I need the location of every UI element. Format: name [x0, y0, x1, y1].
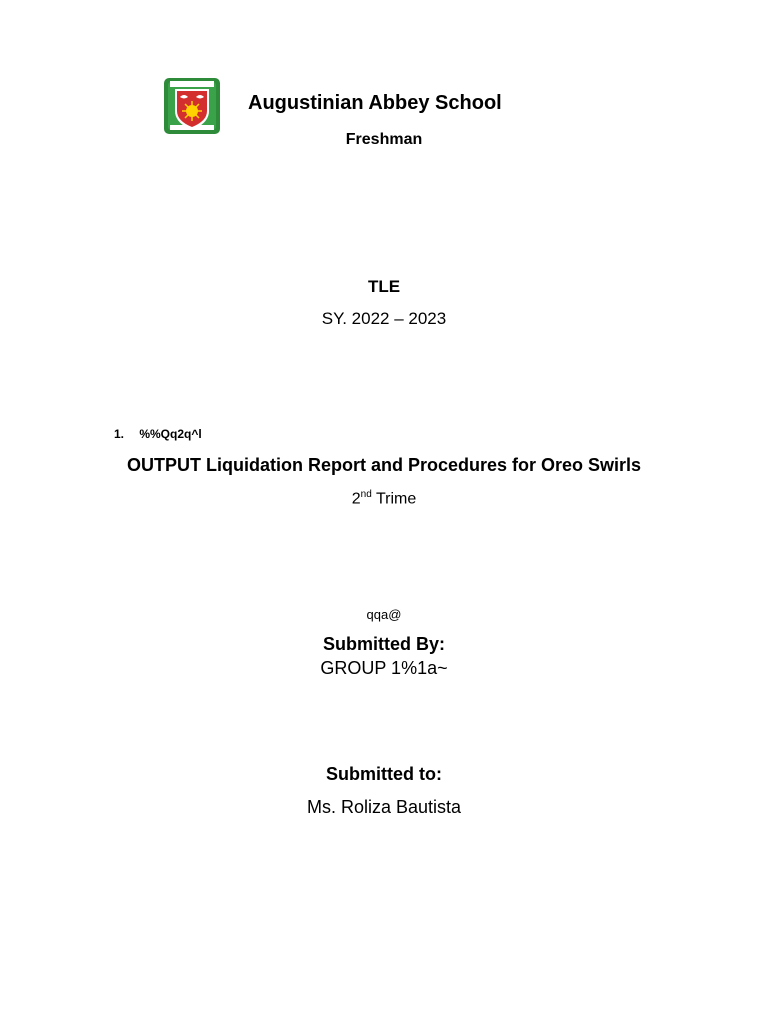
- grade-level: Freshman: [345, 131, 423, 148]
- list-item: [114, 427, 202, 441]
- submitted-by-value: GROUP 1%1a~: [320, 658, 448, 678]
- term-number: 2: [351, 490, 361, 508]
- school-seal-icon: [163, 77, 221, 135]
- code-text: qqa@: [366, 607, 402, 622]
- list-item-number: 1.: [114, 427, 125, 441]
- list-item-text: %%Qq2q^l: [139, 427, 202, 441]
- submitted-to-value: Ms. Roliza Bautista: [306, 797, 462, 817]
- subject-title: TLE: [367, 277, 401, 296]
- school-year: SY. 2022 – 2023: [321, 309, 447, 328]
- term-suffix: nd: [360, 489, 372, 500]
- school-name: Augustinian Abbey School: [248, 92, 502, 114]
- term-label: Trime: [375, 490, 417, 508]
- submitted-by-label: Submitted By:: [322, 634, 445, 654]
- school-logo: [163, 77, 221, 135]
- output-title: OUTPUT Liquidation Report and Procedures for Oreo Swirls: [126, 455, 642, 475]
- submitted-to-label: Submitted to:: [326, 764, 442, 784]
- term-line: [0, 489, 768, 508]
